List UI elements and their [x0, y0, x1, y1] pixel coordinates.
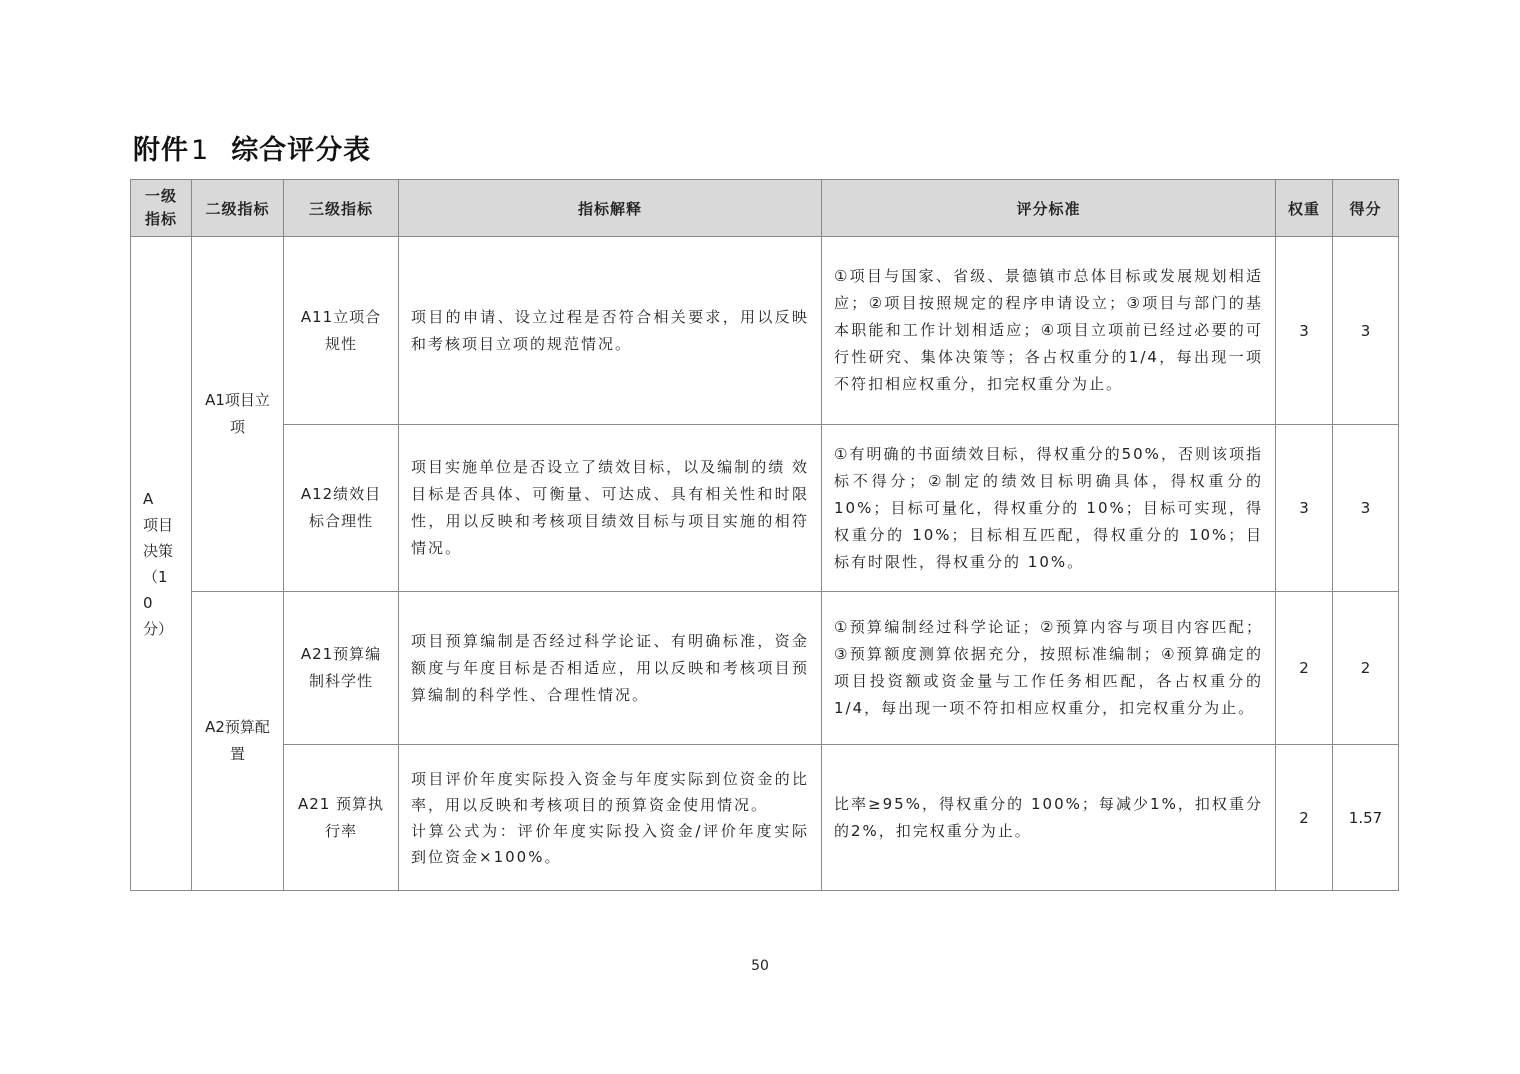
explanation-text: 项目评价年度实际投入资金与年度实际到位资金的比率，用以反映和考核项目的预算资金使用情况。: [411, 769, 809, 814]
level1-cell: [131, 237, 192, 891]
level3-cell: A11立项合规性: [284, 237, 399, 425]
table-row: [131, 425, 1399, 592]
explanation-cell: 项目预算编制是否经过科学论证、有明确标准，资金额度与年度目标是否相适应，用以反映和考核项目预算编制的科学性、合理性情况。: [399, 592, 822, 745]
weight-cell: 2: [1276, 592, 1333, 745]
table-row: [131, 237, 1399, 425]
score-cell: 1.57: [1333, 745, 1399, 891]
header-explanation: 指标解释: [399, 180, 822, 237]
table-header-row: [131, 180, 1399, 237]
page-number: 50: [751, 958, 769, 974]
level3-cell: A21 预算执行率: [284, 745, 399, 891]
table-row: [131, 745, 1399, 891]
header-level1: 一级指标: [131, 180, 192, 237]
scoring-table: [130, 179, 1399, 891]
header-score: 得分: [1333, 180, 1399, 237]
criteria-cell: ①有明确的书面绩效目标，得权重分的50%，否则该项指标不得分；②制定的绩效目标明确具体，得权重分的10%；目标可量化，得权重分的 10%；目标可实现，得权重分的 10%；目标相互匹配，得权重分的 10%；目标有时限性，得权重分的 10%。: [822, 425, 1276, 592]
criteria-cell: 比率≥95%，得权重分的 100%；每减少1%，扣权重分的2%，扣完权重分为止。: [822, 745, 1276, 891]
header-weight: 权重: [1276, 180, 1333, 237]
weight-cell: 2: [1276, 745, 1333, 891]
explanation-cell: 项目实施单位是否设立了绩效目标，以及编制的绩 效目标是否具体、可衡量、可达成、具有相关性和时限性，用以反映和考核项目绩效目标与项目实施的相符情况。: [399, 425, 822, 592]
title-text: 综合评分表: [231, 135, 372, 166]
level1-label: A 项目决策（10分）: [143, 489, 174, 638]
title-number: 1: [191, 135, 210, 166]
header-level3: 三级指标: [284, 180, 399, 237]
table-row: [131, 592, 1399, 745]
score-cell: 3: [1333, 425, 1399, 592]
level2-cell: A2预算配置: [192, 592, 284, 891]
title-prefix: 附件: [133, 135, 189, 166]
score-cell: 3: [1333, 237, 1399, 425]
criteria-cell: ①预算编制经过科学论证；②预算内容与项目内容匹配；③预算额度测算依据充分，按照标准编制；④预算确定的项目投资额或资金量与工作任务相匹配，各占权重分的 1/4，每出现一项不符扣相应权重分，扣完权重分为止。: [822, 592, 1276, 745]
weight-cell: 3: [1276, 237, 1333, 425]
level2-cell: A1项目立项: [192, 237, 284, 592]
level3-cell: A12绩效目标合理性: [284, 425, 399, 592]
header-criteria: 评分标准: [822, 180, 1276, 237]
weight-cell: 3: [1276, 425, 1333, 592]
explanation-cell: 项目的申请、设立过程是否符合相关要求，用以反映和考核项目立项的规范情况。: [399, 237, 822, 425]
explanation-formula: 计算公式为：评价年度实际投入资金/评价年度实际 到位资金×100%。: [411, 821, 809, 866]
explanation-cell: [399, 745, 822, 891]
level3-cell: A21预算编制科学性: [284, 592, 399, 745]
criteria-cell: ①项目与国家、省级、景德镇市总体目标或发展规划相适应；②项目按照规定的程序申请设立；③项目与部门的基本职能和工作计划相适应；④项目立项前已经过必要的可行性研究、集体决策等；各占权重分的1/4，每出现一项不符扣相应权重分，扣完权重分为止。: [822, 237, 1276, 425]
score-cell: 2: [1333, 592, 1399, 745]
header-level2: 二级指标: [192, 180, 284, 237]
page-title: [133, 128, 371, 167]
